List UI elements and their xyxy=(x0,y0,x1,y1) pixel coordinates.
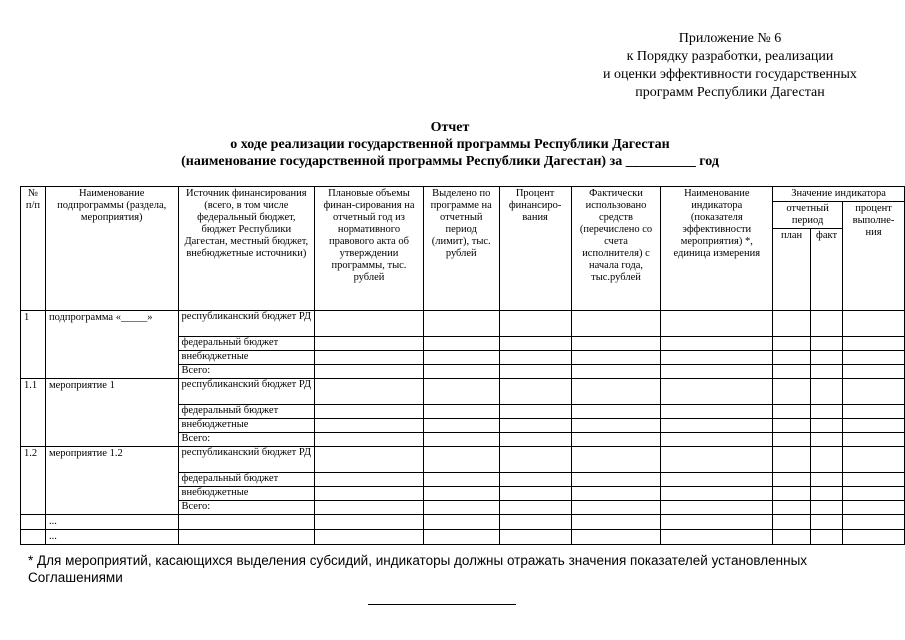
value-cell xyxy=(661,473,773,487)
value-cell xyxy=(773,487,811,501)
value-cell xyxy=(571,337,661,351)
value-cell xyxy=(811,447,843,473)
value-cell xyxy=(499,473,571,487)
funding-source-cell: федеральный бюджет xyxy=(178,473,315,487)
value-cell xyxy=(499,530,571,545)
appendix-line: программ Республики Дагестан xyxy=(635,85,825,100)
value-cell xyxy=(571,365,661,379)
row-name: подпрограмма «_____» xyxy=(45,311,178,379)
value-cell xyxy=(773,379,811,405)
header-actual: Фактически использовано средств (перечислено со счета исполнителя) с начала года, тыс.рублей xyxy=(571,187,661,311)
header-indicator-name: Наименование индикатора (показателя эффективности мероприятия) *, единица измерения xyxy=(661,187,773,311)
value-cell xyxy=(571,311,661,337)
value-cell xyxy=(423,501,499,515)
value-cell xyxy=(773,365,811,379)
value-cell xyxy=(571,530,661,545)
value-cell xyxy=(773,473,811,487)
footnote: * Для мероприятий, касающихся выделения субсидий, индикаторы должны отражать значения показателей установленных Соглашениями xyxy=(28,553,808,585)
header-num: № п/п xyxy=(21,187,46,311)
row-number: 1 xyxy=(21,311,46,379)
value-cell xyxy=(773,311,811,337)
value-cell xyxy=(811,419,843,433)
value-cell xyxy=(499,419,571,433)
funding-source-cell: республиканский бюджет РД xyxy=(178,447,315,473)
value-cell xyxy=(661,433,773,447)
value-cell xyxy=(843,365,905,379)
value-cell xyxy=(773,351,811,365)
value-cell xyxy=(773,405,811,419)
value-cell xyxy=(571,379,661,405)
header-indicator-value: Значение индикатора xyxy=(773,187,905,202)
value-cell xyxy=(811,473,843,487)
value-cell xyxy=(843,311,905,337)
value-cell xyxy=(315,419,424,433)
header-fact: факт xyxy=(811,229,843,311)
header-report-period: отчетный период xyxy=(773,202,843,229)
value-cell xyxy=(423,530,499,545)
value-cell xyxy=(571,473,661,487)
value-cell xyxy=(499,487,571,501)
value-cell xyxy=(571,501,661,515)
table-row xyxy=(21,515,905,530)
value-cell xyxy=(315,365,424,379)
value-cell xyxy=(423,419,499,433)
row-name: мероприятие 1.2 xyxy=(45,447,178,515)
value-cell xyxy=(843,337,905,351)
value-cell xyxy=(811,405,843,419)
value-cell xyxy=(843,530,905,545)
funding-source-cell: внебюджетные xyxy=(178,419,315,433)
table-body xyxy=(21,311,905,545)
funding-source-cell: федеральный бюджет xyxy=(178,405,315,419)
funding-source-cell: Всего: xyxy=(178,501,315,515)
table-row xyxy=(21,311,905,337)
value-cell xyxy=(423,473,499,487)
value-cell xyxy=(773,337,811,351)
value-cell xyxy=(571,515,661,530)
value-cell xyxy=(661,419,773,433)
value-cell xyxy=(661,405,773,419)
value-cell xyxy=(571,405,661,419)
row-name: ... xyxy=(45,530,178,545)
value-cell xyxy=(499,351,571,365)
value-cell xyxy=(315,501,424,515)
value-cell xyxy=(315,447,424,473)
row-name: ... xyxy=(45,515,178,530)
value-cell xyxy=(811,515,843,530)
value-cell xyxy=(843,351,905,365)
value-cell xyxy=(315,515,424,530)
value-cell xyxy=(811,487,843,501)
value-cell xyxy=(661,365,773,379)
value-cell xyxy=(773,501,811,515)
value-cell xyxy=(661,351,773,365)
value-cell xyxy=(811,365,843,379)
value-cell xyxy=(661,311,773,337)
row-number xyxy=(21,530,46,545)
funding-source-cell: республиканский бюджет РД xyxy=(178,311,315,337)
value-cell xyxy=(423,447,499,473)
value-cell xyxy=(843,405,905,419)
value-cell xyxy=(423,351,499,365)
value-cell xyxy=(423,515,499,530)
value-cell xyxy=(571,419,661,433)
funding-source-cell: Всего: xyxy=(178,365,315,379)
value-cell xyxy=(499,433,571,447)
value-cell xyxy=(661,379,773,405)
value-cell xyxy=(315,405,424,419)
value-cell xyxy=(499,515,571,530)
value-cell xyxy=(843,515,905,530)
value-cell xyxy=(315,351,424,365)
value-cell xyxy=(315,379,424,405)
value-cell xyxy=(661,487,773,501)
value-cell xyxy=(571,487,661,501)
value-cell xyxy=(661,501,773,515)
report-title: Отчет xyxy=(430,120,470,135)
value-cell xyxy=(571,433,661,447)
header-allocated: Выделено по программе на отчетный период (лимит), тыс. рублей xyxy=(423,187,499,311)
value-cell xyxy=(423,405,499,419)
report-table xyxy=(20,186,905,545)
table-row xyxy=(21,379,905,405)
value-cell xyxy=(571,447,661,473)
value-cell xyxy=(811,351,843,365)
row-number: 1.2 xyxy=(21,447,46,515)
value-cell xyxy=(843,379,905,405)
value-cell xyxy=(811,501,843,515)
value-cell xyxy=(499,447,571,473)
value-cell xyxy=(423,365,499,379)
value-cell xyxy=(811,530,843,545)
value-cell xyxy=(843,487,905,501)
value-cell xyxy=(499,405,571,419)
value-cell xyxy=(843,433,905,447)
program-name-line: (наименование государственной программы Республики Дагестан) за __________ год xyxy=(181,154,719,169)
value-cell xyxy=(843,501,905,515)
funding-source-cell: Всего: xyxy=(178,433,315,447)
appendix-line: Приложение № 6 xyxy=(678,31,782,46)
value-cell xyxy=(661,447,773,473)
signature-line xyxy=(368,604,516,605)
value-cell xyxy=(661,515,773,530)
header-percent-done: процент выполне-ния xyxy=(843,202,905,311)
value-cell xyxy=(773,530,811,545)
report-subtitle: о ходе реализации государственной программы Республики Дагестан xyxy=(230,137,670,152)
value-cell xyxy=(499,379,571,405)
funding-source-cell: федеральный бюджет xyxy=(178,337,315,351)
value-cell xyxy=(499,365,571,379)
value-cell xyxy=(811,379,843,405)
value-cell xyxy=(315,530,424,545)
header-name: Наименование подпрограммы (раздела, мероприятия) xyxy=(45,187,178,311)
table-row xyxy=(21,447,905,473)
value-cell xyxy=(773,447,811,473)
value-cell xyxy=(661,337,773,351)
value-cell xyxy=(315,473,424,487)
value-cell xyxy=(811,337,843,351)
appendix-block xyxy=(560,30,900,102)
value-cell xyxy=(315,337,424,351)
value-cell xyxy=(773,419,811,433)
value-cell xyxy=(843,473,905,487)
table-row xyxy=(21,530,905,545)
value-cell xyxy=(423,337,499,351)
value-cell xyxy=(423,311,499,337)
row-name: мероприятие 1 xyxy=(45,379,178,447)
value-cell xyxy=(499,311,571,337)
header-planned: Плановые объемы финан-сирования на отчетный год из нормативного правового акта об утверждении программы, тыс. рублей xyxy=(315,187,424,311)
value-cell xyxy=(315,487,424,501)
value-cell xyxy=(499,501,571,515)
value-cell xyxy=(315,433,424,447)
funding-source-cell: республиканский бюджет РД xyxy=(178,379,315,405)
value-cell xyxy=(315,311,424,337)
value-cell xyxy=(843,447,905,473)
value-cell xyxy=(178,515,315,530)
value-cell xyxy=(423,487,499,501)
header-plan: план xyxy=(773,229,811,311)
value-cell xyxy=(423,433,499,447)
funding-source-cell: внебюджетные xyxy=(178,351,315,365)
value-cell xyxy=(811,433,843,447)
funding-source-cell: внебюджетные xyxy=(178,487,315,501)
value-cell xyxy=(773,433,811,447)
value-cell xyxy=(661,530,773,545)
row-number: 1.1 xyxy=(21,379,46,447)
row-number xyxy=(21,515,46,530)
value-cell xyxy=(499,337,571,351)
value-cell xyxy=(423,379,499,405)
value-cell xyxy=(811,311,843,337)
appendix-line: к Порядку разработки, реализации xyxy=(626,49,834,64)
value-cell xyxy=(571,351,661,365)
value-cell xyxy=(843,419,905,433)
header-percent-financing: Процент финансиро-вания xyxy=(499,187,571,311)
header-source: Источник финансирования (всего, в том числе федеральный бюджет, бюджет Республики Дагестан, местный бюджет, внебюджетные источники) xyxy=(178,187,315,311)
value-cell xyxy=(178,530,315,545)
value-cell xyxy=(773,515,811,530)
appendix-line: и оценки эффективности государственных xyxy=(603,67,857,82)
